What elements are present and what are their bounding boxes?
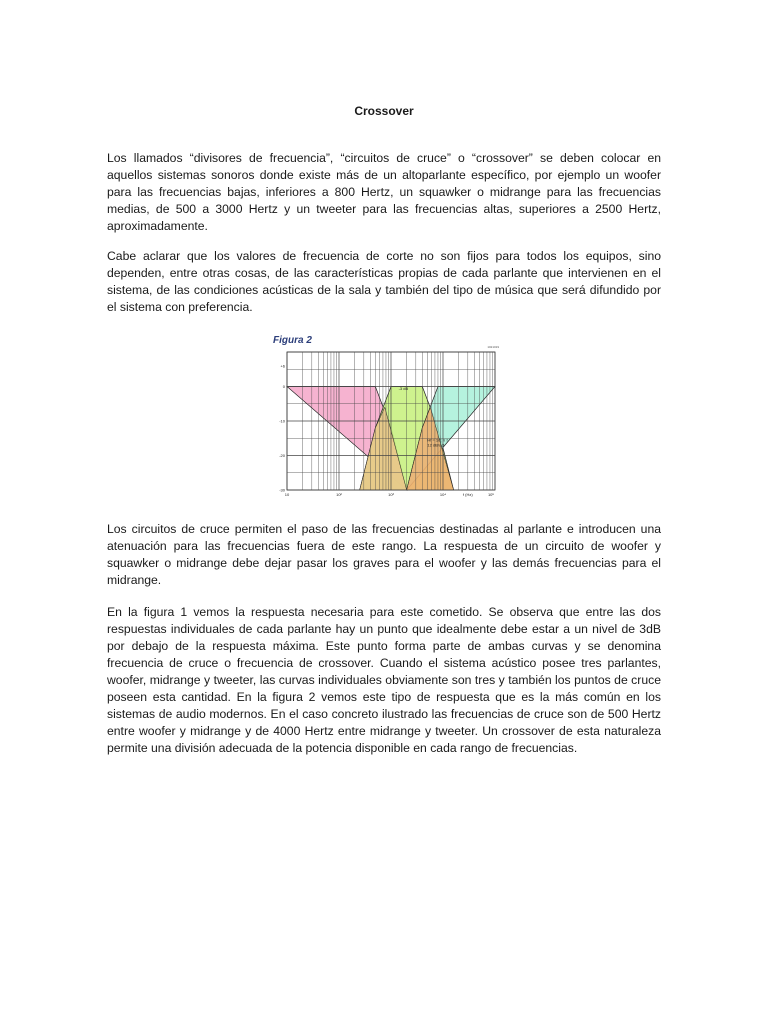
peak-label: -3 dB xyxy=(398,385,409,391)
paragraph-crossing-circuits: Los circuitos de cruce permiten el paso de las frecuencias destinadas al parlante e introducen una atenuación para las frecuencias fuera de este rango. La respuesta de un circuito de woofer y squawker o midrange debe dejar pasar los graves para el woofer y las demás frecuencias para el midrange. xyxy=(107,522,661,587)
response-annotation: Hf = 1/2 π f xyxy=(427,437,448,443)
figure-title: Figura 2 xyxy=(273,335,312,346)
y-tick-label: -30 xyxy=(279,487,285,493)
x-tick-label: f (Hz) xyxy=(462,492,473,497)
y-tick-label: 0 xyxy=(282,384,285,389)
x-tick-label: 10⁵ xyxy=(487,492,495,497)
response-annotation: 12 dB/oct xyxy=(427,442,445,448)
paragraph-intro: Los llamados “divisores de frecuencia”, “circuitos de cruce” o “crossover” se deben colocar en aquellos sistemas sonoros donde existe más de un altoparlante específico, por ejemplo un woofer para las frecuencias bajas, inferiores a 800 Hertz, un squawker o midrange para las frecuencias medias, de 500 a 3000 Hertz y un tweeter para las frecuencias altas, superiores a 2500 Hertz, aproximadamente. xyxy=(107,151,661,233)
y-tick-label: -20 xyxy=(279,453,285,458)
paragraph-cutoff: Cabe aclarar que los valores de frecuencia de corte no son fijos para todos los equipos, sino dependen, entre otras cosas, de las características propias de cada parlante que intervienen en el sistema, de las condiciones acústicas de la sala y también del tipo de música que será difundido por el sistema con preferencia. xyxy=(107,249,661,314)
x-tick-label: 10³ xyxy=(388,492,394,497)
y-tick-label: +6 xyxy=(280,363,285,369)
x-tick-label: 10 xyxy=(284,492,290,497)
paragraph-figure-explanation: En la figura 1 vemos la respuesta necesaria para este cometido. Se observa que entre las dos respuestas individuales de cada parlante hay un punto que idealmente debe estar a un nivel de 3dB por debajo de la respuesta máxima. Este punto forma parte de ambas curvas y se denomina frecuencia de cruce o frecuencia de crossover. Cuando el sistema acústico posee tres parlantes, woofer, midrange y tweeter, las curvas individuales obviamente son tres y también los puntos de cruce poseen esta cantidad. En la figura 2 vemos este tipo de respuesta que es la más común en los sistemas de audio modernos. En el caso concreto ilustrado las frecuencias de cruce son de 500 Hertz entre woofer y midrange y de 4000 Hertz entre midrange y tweeter. Un crossover de esta naturaleza permite una división adecuada de la potencia disponible en cada rango de frecuencias. xyxy=(107,605,661,755)
crossover-response-chart xyxy=(271,334,501,500)
figure-2 xyxy=(271,334,501,500)
document-title: Crossover xyxy=(354,104,414,118)
y-tick-label: -10 xyxy=(279,418,285,424)
x-tick-label: 10² xyxy=(336,492,342,497)
x-tick-label: 10⁴ xyxy=(439,492,447,497)
figure-code: 1021019 xyxy=(487,345,499,349)
